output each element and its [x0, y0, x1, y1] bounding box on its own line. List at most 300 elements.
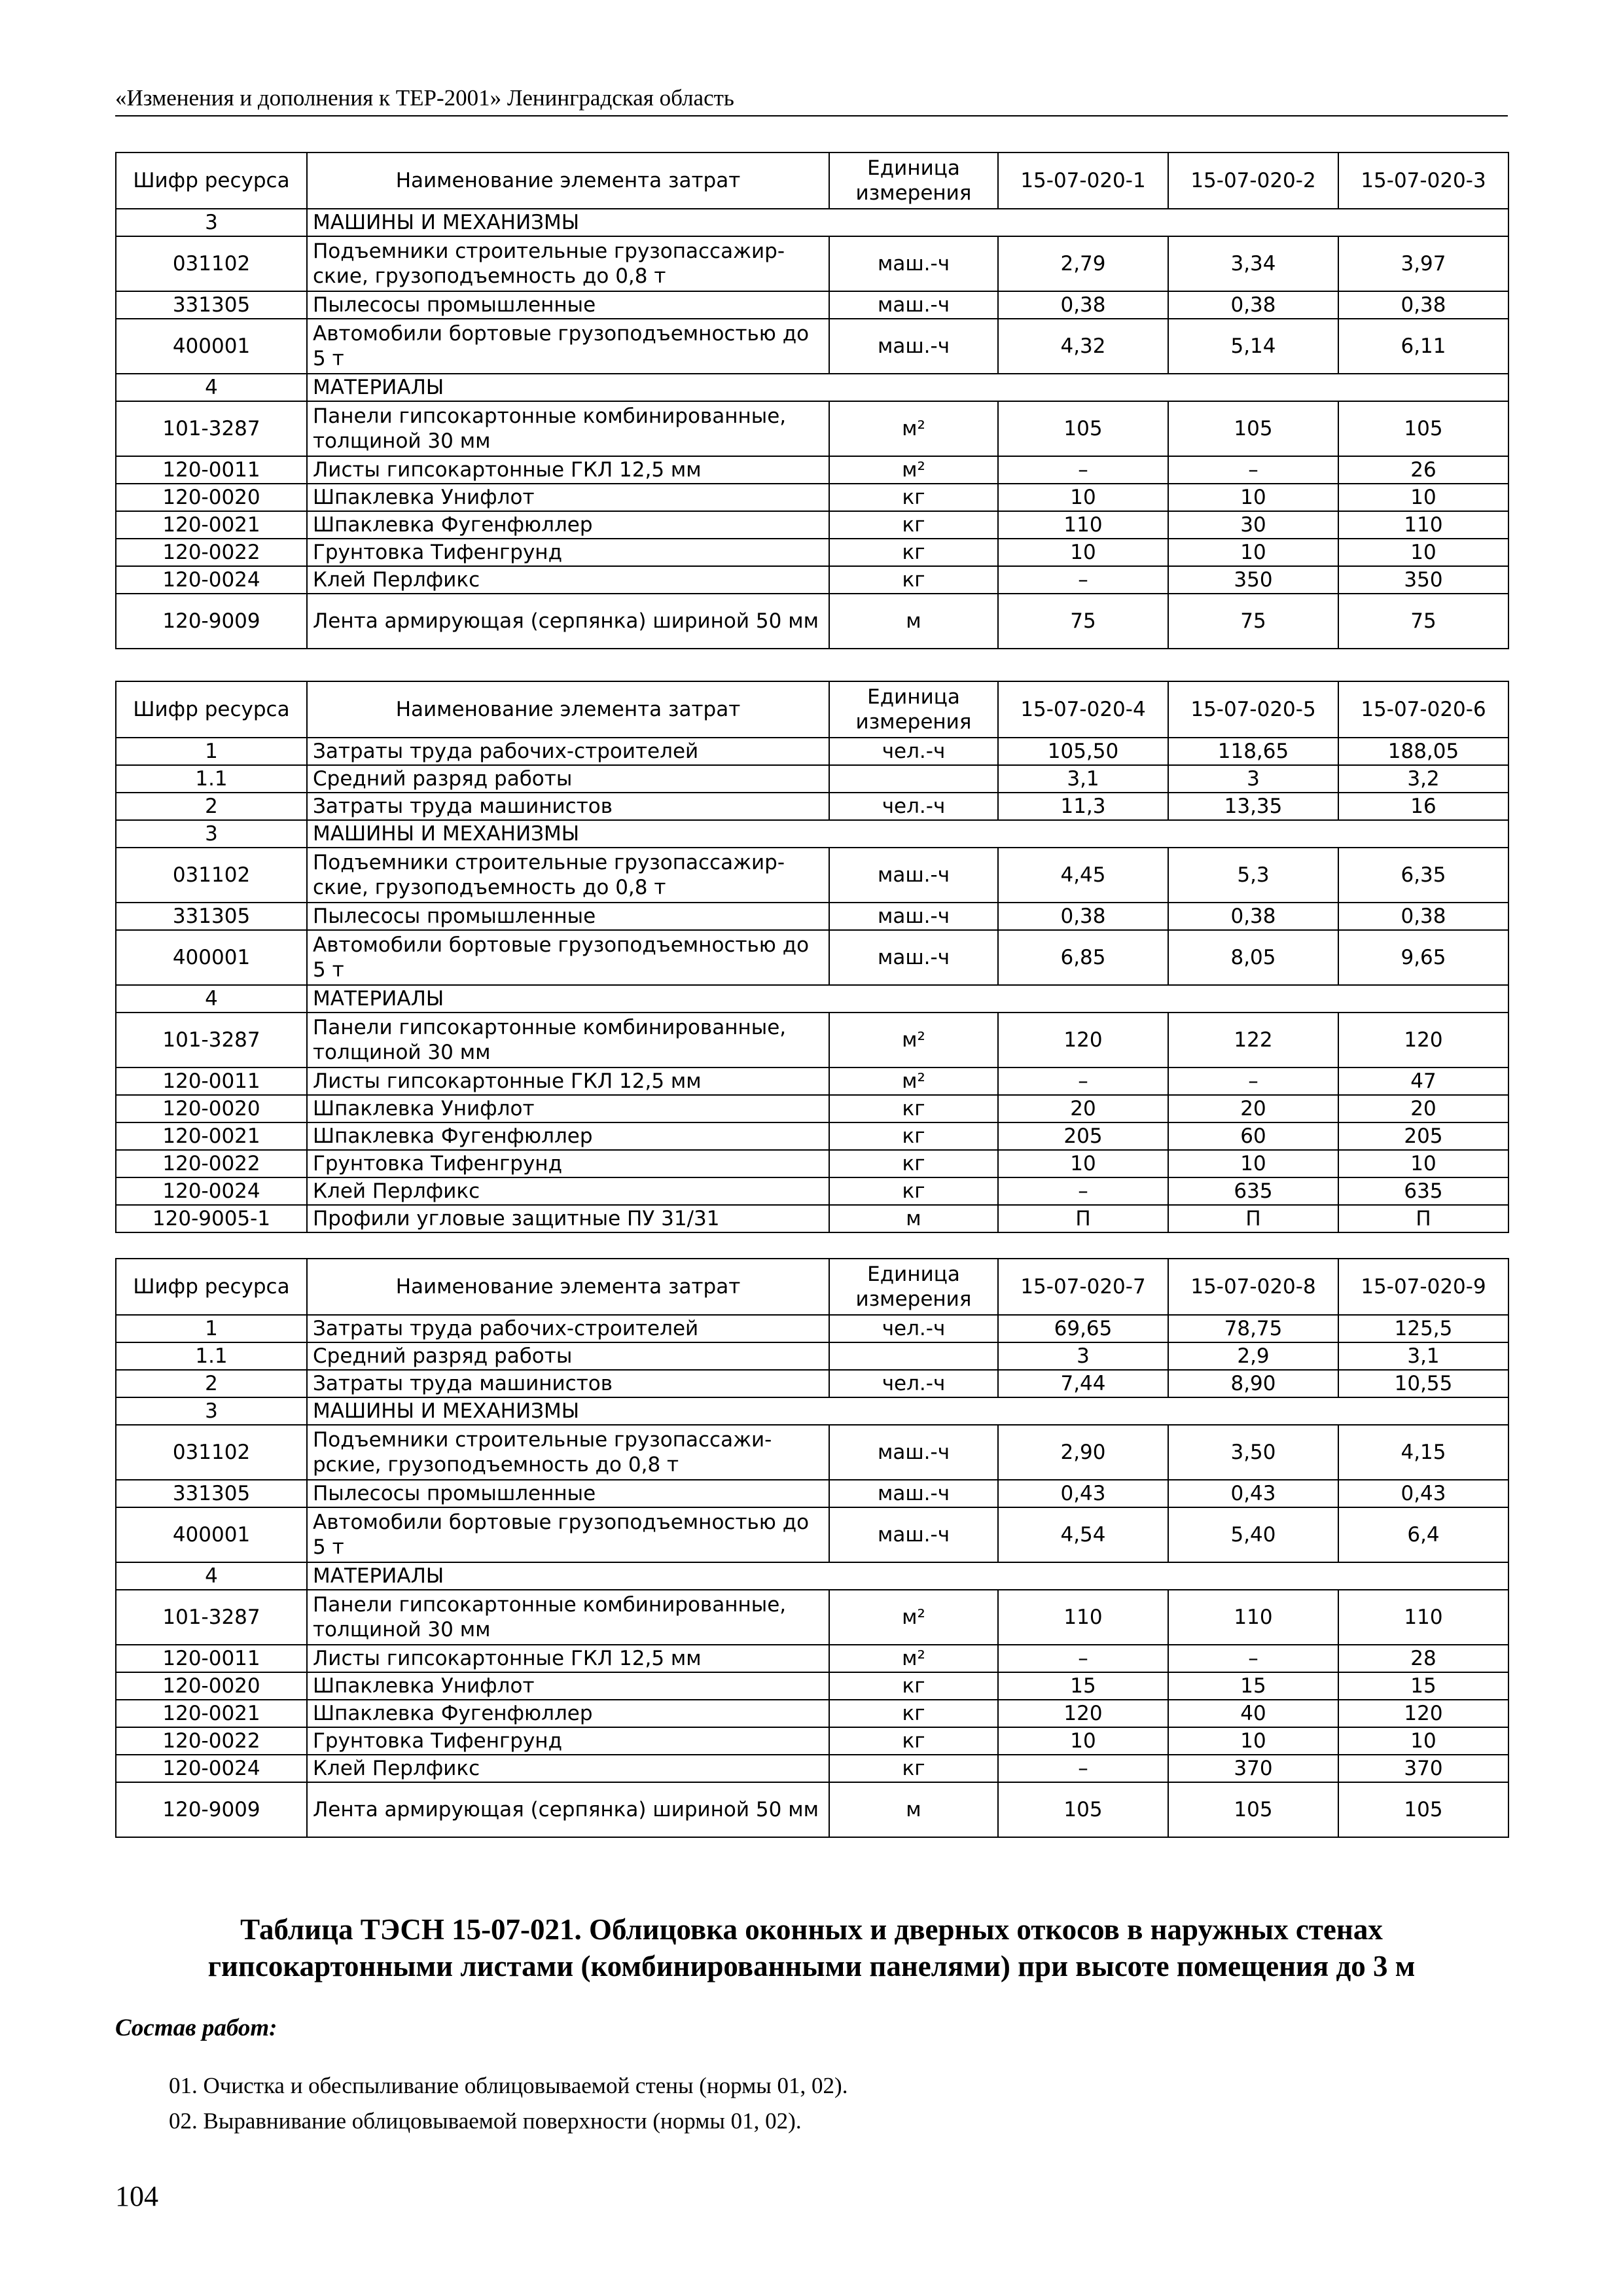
unit-cell: м² — [829, 1645, 998, 1672]
value-cell: 10 — [998, 1727, 1168, 1755]
value-cell: 75 — [1168, 594, 1338, 649]
resource-name: Затраты труда машинистов — [307, 793, 829, 820]
unit-cell: м² — [829, 456, 998, 484]
table-row — [116, 1067, 1508, 1095]
value-cell: 9,65 — [1338, 930, 1508, 985]
resource-name: Затраты труда рабочих-строителей — [307, 1315, 829, 1342]
resource-name: Профили угловые защитные ПУ 31/31 — [307, 1205, 829, 1232]
resource-name: Шпаклевка Унифлот — [307, 1672, 829, 1700]
unit-cell: чел.-ч — [829, 793, 998, 820]
resource-code: 120-0011 — [116, 1067, 307, 1095]
unit-cell: м² — [829, 401, 998, 456]
value-cell: П — [1338, 1205, 1508, 1232]
value-cell: 4,45 — [998, 848, 1168, 903]
value-cell: 370 — [1168, 1755, 1338, 1782]
resource-code: 031102 — [116, 1425, 307, 1480]
table-row — [116, 236, 1508, 291]
section-name: МАШИНЫ И МЕХАНИЗМЫ — [307, 1397, 1508, 1425]
value-cell: 105 — [1338, 1782, 1508, 1837]
resource-code: 120-9005-1 — [116, 1205, 307, 1232]
value-cell: 69,65 — [998, 1315, 1168, 1342]
table-row — [116, 566, 1508, 594]
column-header: Единица измерения — [829, 1259, 998, 1315]
table-row — [116, 1590, 1508, 1645]
resource-name: Подъемники строительные грузопассажир-ские, грузоподъемность до 0,8 т — [307, 236, 829, 291]
resource-code: 120-0022 — [116, 539, 307, 566]
resource-name: Листы гипсокартонные ГКЛ 12,5 мм — [307, 1067, 829, 1095]
value-cell: 205 — [998, 1122, 1168, 1150]
value-cell: 6,35 — [1338, 848, 1508, 903]
column-header: Наименование элемента затрат — [307, 1259, 829, 1315]
table-row — [116, 1755, 1508, 1782]
resource-code: 331305 — [116, 291, 307, 319]
value-cell: 60 — [1168, 1122, 1338, 1150]
table-row — [116, 1370, 1508, 1397]
value-cell: 370 — [1338, 1755, 1508, 1782]
resource-code: 1.1 — [116, 1342, 307, 1370]
value-cell: 15 — [998, 1672, 1168, 1700]
table-row — [116, 1507, 1508, 1562]
resource-code: 120-0020 — [116, 1672, 307, 1700]
value-cell: 10 — [998, 539, 1168, 566]
value-cell: 122 — [1168, 1013, 1338, 1067]
unit-cell: маш.-ч — [829, 236, 998, 291]
value-cell: 105,50 — [998, 738, 1168, 765]
resource-name: Панели гипсокартонные комбинированные, толщиной 30 мм — [307, 1013, 829, 1067]
table-row — [116, 1013, 1508, 1067]
resource-table — [115, 152, 1509, 649]
resource-code: 4 — [116, 374, 307, 401]
resource-code: 400001 — [116, 930, 307, 985]
value-cell: 10 — [1168, 1150, 1338, 1177]
unit-cell: чел.-ч — [829, 738, 998, 765]
unit-cell: кг — [829, 1672, 998, 1700]
value-cell: 2,79 — [998, 236, 1168, 291]
value-cell: 120 — [1338, 1700, 1508, 1727]
value-cell: 105 — [1338, 401, 1508, 456]
value-cell: 5,40 — [1168, 1507, 1338, 1562]
works-list — [169, 2068, 847, 2139]
resource-name: Грунтовка Тифенгрунд — [307, 1150, 829, 1177]
value-cell: 110 — [1338, 511, 1508, 539]
resource-code: 1.1 — [116, 765, 307, 793]
value-cell: 6,11 — [1338, 319, 1508, 374]
value-cell: – — [998, 456, 1168, 484]
resource-code: 120-0011 — [116, 456, 307, 484]
resource-code: 400001 — [116, 1507, 307, 1562]
resource-code: 120-0011 — [116, 1645, 307, 1672]
unit-cell: м — [829, 594, 998, 649]
column-header: Единица измерения — [829, 681, 998, 738]
table-row — [116, 1425, 1508, 1480]
resource-name: Листы гипсокартонные ГКЛ 12,5 мм — [307, 456, 829, 484]
value-cell: 10 — [1338, 1150, 1508, 1177]
value-cell: 0,43 — [1338, 1480, 1508, 1507]
resource-code: 120-9009 — [116, 594, 307, 649]
unit-cell: кг — [829, 1700, 998, 1727]
value-cell: 3 — [1168, 765, 1338, 793]
value-cell: 3,1 — [998, 765, 1168, 793]
resource-code: 400001 — [116, 319, 307, 374]
resource-name: Автомобили бортовые грузоподъемностью до 5 т — [307, 930, 829, 985]
unit-cell: чел.-ч — [829, 1315, 998, 1342]
value-cell: 78,75 — [1168, 1315, 1338, 1342]
value-cell: 2,90 — [998, 1425, 1168, 1480]
column-header: 15-07-020-8 — [1168, 1259, 1338, 1315]
value-cell: 10 — [1168, 1727, 1338, 1755]
section-row — [116, 374, 1508, 401]
unit-cell: маш.-ч — [829, 1507, 998, 1562]
value-cell: 10 — [998, 1150, 1168, 1177]
table-header-row — [116, 152, 1508, 209]
value-cell: 105 — [1168, 401, 1338, 456]
resource-code: 3 — [116, 1397, 307, 1425]
value-cell: 15 — [1338, 1672, 1508, 1700]
value-cell: 125,5 — [1338, 1315, 1508, 1342]
unit-cell: маш.-ч — [829, 291, 998, 319]
resource-code: 2 — [116, 1370, 307, 1397]
resource-name: Шпаклевка Унифлот — [307, 1095, 829, 1122]
resource-name: Пылесосы промышленные — [307, 1480, 829, 1507]
value-cell: 118,65 — [1168, 738, 1338, 765]
section-name: МАШИНЫ И МЕХАНИЗМЫ — [307, 820, 1508, 848]
resource-code: 120-0021 — [116, 1122, 307, 1150]
value-cell: – — [1168, 456, 1338, 484]
table-row — [116, 765, 1508, 793]
value-cell: 3,1 — [1338, 1342, 1508, 1370]
resource-code: 2 — [116, 793, 307, 820]
section-name: МАШИНЫ И МЕХАНИЗМЫ — [307, 209, 1508, 236]
resource-name: Шпаклевка Унифлот — [307, 484, 829, 511]
table-row — [116, 793, 1508, 820]
resource-code: 120-0020 — [116, 1095, 307, 1122]
resource-name: Грунтовка Тифенгрунд — [307, 1727, 829, 1755]
resource-name: Листы гипсокартонные ГКЛ 12,5 мм — [307, 1645, 829, 1672]
column-header: 15-07-020-9 — [1338, 1259, 1508, 1315]
resource-table — [115, 1258, 1509, 1838]
value-cell: 110 — [1338, 1590, 1508, 1645]
section-row — [116, 1562, 1508, 1590]
value-cell: 635 — [1338, 1177, 1508, 1205]
resource-code: 120-0024 — [116, 1177, 307, 1205]
value-cell: 105 — [1168, 1782, 1338, 1837]
table-row — [116, 319, 1508, 374]
section-name: МАТЕРИАЛЫ — [307, 985, 1508, 1013]
resource-name: Затраты труда машинистов — [307, 1370, 829, 1397]
column-header: Шифр ресурса — [116, 681, 307, 738]
value-cell: 0,43 — [998, 1480, 1168, 1507]
value-cell: 6,4 — [1338, 1507, 1508, 1562]
value-cell: – — [1168, 1067, 1338, 1095]
resource-code: 1 — [116, 738, 307, 765]
value-cell: 8,05 — [1168, 930, 1338, 985]
column-header: 15-07-020-4 — [998, 681, 1168, 738]
section-name: МАТЕРИАЛЫ — [307, 374, 1508, 401]
table-row — [116, 1122, 1508, 1150]
table-row — [116, 1315, 1508, 1342]
unit-cell: маш.-ч — [829, 1480, 998, 1507]
resource-name: Клей Перлфикс — [307, 1177, 829, 1205]
column-header: 15-07-020-3 — [1338, 152, 1508, 209]
value-cell: 120 — [998, 1013, 1168, 1067]
value-cell: 10 — [1168, 484, 1338, 511]
table-row — [116, 1700, 1508, 1727]
value-cell: 110 — [998, 1590, 1168, 1645]
unit-cell: кг — [829, 1177, 998, 1205]
table-row — [116, 511, 1508, 539]
table-row — [116, 401, 1508, 456]
resource-name: Клей Перлфикс — [307, 566, 829, 594]
resource-name: Грунтовка Тифенгрунд — [307, 539, 829, 566]
resource-code: 331305 — [116, 903, 307, 930]
value-cell: 3,50 — [1168, 1425, 1338, 1480]
table-row — [116, 1480, 1508, 1507]
table-row — [116, 594, 1508, 649]
value-cell: 26 — [1338, 456, 1508, 484]
table-row — [116, 1177, 1508, 1205]
value-cell: 75 — [998, 594, 1168, 649]
column-header: Наименование элемента затрат — [307, 681, 829, 738]
value-cell: 20 — [1168, 1095, 1338, 1122]
table-row — [116, 848, 1508, 903]
table-row — [116, 903, 1508, 930]
resource-code: 101-3287 — [116, 1590, 307, 1645]
value-cell: 8,90 — [1168, 1370, 1338, 1397]
column-header: 15-07-020-5 — [1168, 681, 1338, 738]
unit-cell: кг — [829, 566, 998, 594]
resource-code: 120-9009 — [116, 1782, 307, 1837]
table-row — [116, 1672, 1508, 1700]
value-cell: 0,38 — [1168, 291, 1338, 319]
resource-name: Средний разряд работы — [307, 1342, 829, 1370]
section-row — [116, 985, 1508, 1013]
work-item: 02. Выравнивание облицовываемой поверхности (нормы 01, 02). — [169, 2108, 802, 2134]
resource-name: Панели гипсокартонные комбинированные, толщиной 30 мм — [307, 401, 829, 456]
resource-code: 3 — [116, 209, 307, 236]
table-row — [116, 1150, 1508, 1177]
unit-cell: маш.-ч — [829, 903, 998, 930]
value-cell: 0,38 — [1338, 903, 1508, 930]
unit-cell: чел.-ч — [829, 1370, 998, 1397]
works-heading: Состав работ: — [115, 2015, 277, 2041]
value-cell: – — [998, 1177, 1168, 1205]
value-cell: 350 — [1338, 566, 1508, 594]
section-row — [116, 209, 1508, 236]
value-cell: 120 — [998, 1700, 1168, 1727]
resource-code: 1 — [116, 1315, 307, 1342]
resource-name: Шпаклевка Фугенфюллер — [307, 511, 829, 539]
value-cell: 11,3 — [998, 793, 1168, 820]
resource-name: Средний разряд работы — [307, 765, 829, 793]
value-cell: 4,15 — [1338, 1425, 1508, 1480]
resource-name: Шпаклевка Фугенфюллер — [307, 1122, 829, 1150]
unit-cell — [829, 1342, 998, 1370]
section-title: Таблица ТЭСН 15-07-021. Облицовка оконных и дверных откосов в наружных стенах гипсокартонными листами (комбинированными панелями) при высоте помещения до 3 м — [207, 1913, 1416, 1982]
resource-name: Лента армирующая (серпянка) шириной 50 мм — [307, 1782, 829, 1837]
running-header: «Изменения и дополнения к ТЕР-2001» Ленинградская область — [115, 84, 1508, 117]
table-row — [116, 1095, 1508, 1122]
resource-code: 331305 — [116, 1480, 307, 1507]
table-row — [116, 930, 1508, 985]
resource-code: 120-0022 — [116, 1727, 307, 1755]
table-row — [116, 1782, 1508, 1837]
unit-cell: маш.-ч — [829, 848, 998, 903]
value-cell: 47 — [1338, 1067, 1508, 1095]
value-cell: 10 — [1338, 539, 1508, 566]
page-number: 104 — [115, 2180, 158, 2212]
resource-name: Панели гипсокартонные комбинированные, толщиной 30 мм — [307, 1590, 829, 1645]
value-cell: П — [998, 1205, 1168, 1232]
table-header-row — [116, 1259, 1508, 1315]
column-header: 15-07-020-2 — [1168, 152, 1338, 209]
value-cell: 6,85 — [998, 930, 1168, 985]
value-cell: 5,3 — [1168, 848, 1338, 903]
resource-code: 4 — [116, 1562, 307, 1590]
table-row — [116, 1205, 1508, 1232]
value-cell: 0,38 — [998, 291, 1168, 319]
value-cell: – — [998, 1067, 1168, 1095]
resource-name: Клей Перлфикс — [307, 1755, 829, 1782]
value-cell: 75 — [1338, 594, 1508, 649]
resource-name: Пылесосы промышленные — [307, 903, 829, 930]
resource-name: Подъемники строительные грузопассажи-рские, грузоподъемность до 0,8 т — [307, 1425, 829, 1480]
resource-code: 120-0024 — [116, 1755, 307, 1782]
table-header-row — [116, 681, 1508, 738]
value-cell: 3 — [998, 1342, 1168, 1370]
unit-cell: кг — [829, 511, 998, 539]
value-cell: 10 — [1168, 539, 1338, 566]
resource-code: 120-0021 — [116, 511, 307, 539]
value-cell: – — [998, 1755, 1168, 1782]
resource-code: 120-0021 — [116, 1700, 307, 1727]
resource-name: Пылесосы промышленные — [307, 291, 829, 319]
unit-cell: кг — [829, 1755, 998, 1782]
value-cell: 635 — [1168, 1177, 1338, 1205]
value-cell: 20 — [1338, 1095, 1508, 1122]
value-cell: 16 — [1338, 793, 1508, 820]
unit-cell: кг — [829, 1150, 998, 1177]
column-header: Наименование элемента затрат — [307, 152, 829, 209]
value-cell: 188,05 — [1338, 738, 1508, 765]
value-cell: 2,9 — [1168, 1342, 1338, 1370]
value-cell: 110 — [998, 511, 1168, 539]
value-cell: 105 — [998, 1782, 1168, 1837]
value-cell: П — [1168, 1205, 1338, 1232]
value-cell: 5,14 — [1168, 319, 1338, 374]
value-cell: 13,35 — [1168, 793, 1338, 820]
value-cell: – — [1168, 1645, 1338, 1672]
resource-name: Лента армирующая (серпянка) шириной 50 мм — [307, 594, 829, 649]
value-cell: 10,55 — [1338, 1370, 1508, 1397]
unit-cell: кг — [829, 1727, 998, 1755]
value-cell: 20 — [998, 1095, 1168, 1122]
value-cell: 15 — [1168, 1672, 1338, 1700]
unit-cell: м — [829, 1782, 998, 1837]
resource-code: 031102 — [116, 236, 307, 291]
table-row — [116, 1645, 1508, 1672]
resource-table — [115, 681, 1509, 1233]
column-header: Шифр ресурса — [116, 1259, 307, 1315]
section-name: МАТЕРИАЛЫ — [307, 1562, 1508, 1590]
value-cell: 10 — [998, 484, 1168, 511]
column-header: Шифр ресурса — [116, 152, 307, 209]
column-header: 15-07-020-6 — [1338, 681, 1508, 738]
resource-code: 101-3287 — [116, 1013, 307, 1067]
table-row — [116, 456, 1508, 484]
resource-code: 120-0024 — [116, 566, 307, 594]
unit-cell: м² — [829, 1067, 998, 1095]
unit-cell: маш.-ч — [829, 930, 998, 985]
table-row — [116, 539, 1508, 566]
unit-cell: кг — [829, 1122, 998, 1150]
value-cell: 350 — [1168, 566, 1338, 594]
resource-name: Автомобили бортовые грузоподъемностью до 5 т — [307, 319, 829, 374]
unit-cell: кг — [829, 1095, 998, 1122]
value-cell: 3,97 — [1338, 236, 1508, 291]
resource-name: Шпаклевка Фугенфюллер — [307, 1700, 829, 1727]
resource-code: 101-3287 — [116, 401, 307, 456]
unit-cell: м — [829, 1205, 998, 1232]
unit-cell: кг — [829, 484, 998, 511]
resource-code: 120-0022 — [116, 1150, 307, 1177]
resource-code: 4 — [116, 985, 307, 1013]
value-cell: 0,38 — [998, 903, 1168, 930]
column-header: 15-07-020-7 — [998, 1259, 1168, 1315]
table-row — [116, 738, 1508, 765]
value-cell: 0,38 — [1338, 291, 1508, 319]
value-cell: 28 — [1338, 1645, 1508, 1672]
value-cell: 3,2 — [1338, 765, 1508, 793]
resource-name: Автомобили бортовые грузоподъемностью до 5 т — [307, 1507, 829, 1562]
unit-cell: м² — [829, 1590, 998, 1645]
value-cell: 7,44 — [998, 1370, 1168, 1397]
unit-cell: маш.-ч — [829, 319, 998, 374]
table-row — [116, 484, 1508, 511]
resource-code: 3 — [116, 820, 307, 848]
unit-cell: м² — [829, 1013, 998, 1067]
resource-code: 031102 — [116, 848, 307, 903]
section-row — [116, 820, 1508, 848]
table-row — [116, 1342, 1508, 1370]
value-cell: – — [998, 566, 1168, 594]
value-cell: 120 — [1338, 1013, 1508, 1067]
value-cell: 10 — [1338, 484, 1508, 511]
value-cell: 110 — [1168, 1590, 1338, 1645]
unit-cell: кг — [829, 539, 998, 566]
table-row — [116, 1727, 1508, 1755]
resource-name: Затраты труда рабочих-строителей — [307, 738, 829, 765]
value-cell: 0,38 — [1168, 903, 1338, 930]
unit-cell: маш.-ч — [829, 1425, 998, 1480]
value-cell: 205 — [1338, 1122, 1508, 1150]
table-row — [116, 291, 1508, 319]
resource-code: 120-0020 — [116, 484, 307, 511]
value-cell: 40 — [1168, 1700, 1338, 1727]
column-header: Единица измерения — [829, 152, 998, 209]
value-cell: 3,34 — [1168, 236, 1338, 291]
section-row — [116, 1397, 1508, 1425]
value-cell: 10 — [1338, 1727, 1508, 1755]
unit-cell — [829, 765, 998, 793]
value-cell: – — [998, 1645, 1168, 1672]
value-cell: 105 — [998, 401, 1168, 456]
column-header: 15-07-020-1 — [998, 152, 1168, 209]
value-cell: 0,43 — [1168, 1480, 1338, 1507]
value-cell: 30 — [1168, 511, 1338, 539]
value-cell: 4,54 — [998, 1507, 1168, 1562]
resource-name: Подъемники строительные грузопассажир-ские, грузоподъемность до 0,8 т — [307, 848, 829, 903]
work-item: 01. Очистка и обеспыливание облицовываемой стены (нормы 01, 02). — [169, 2073, 848, 2098]
